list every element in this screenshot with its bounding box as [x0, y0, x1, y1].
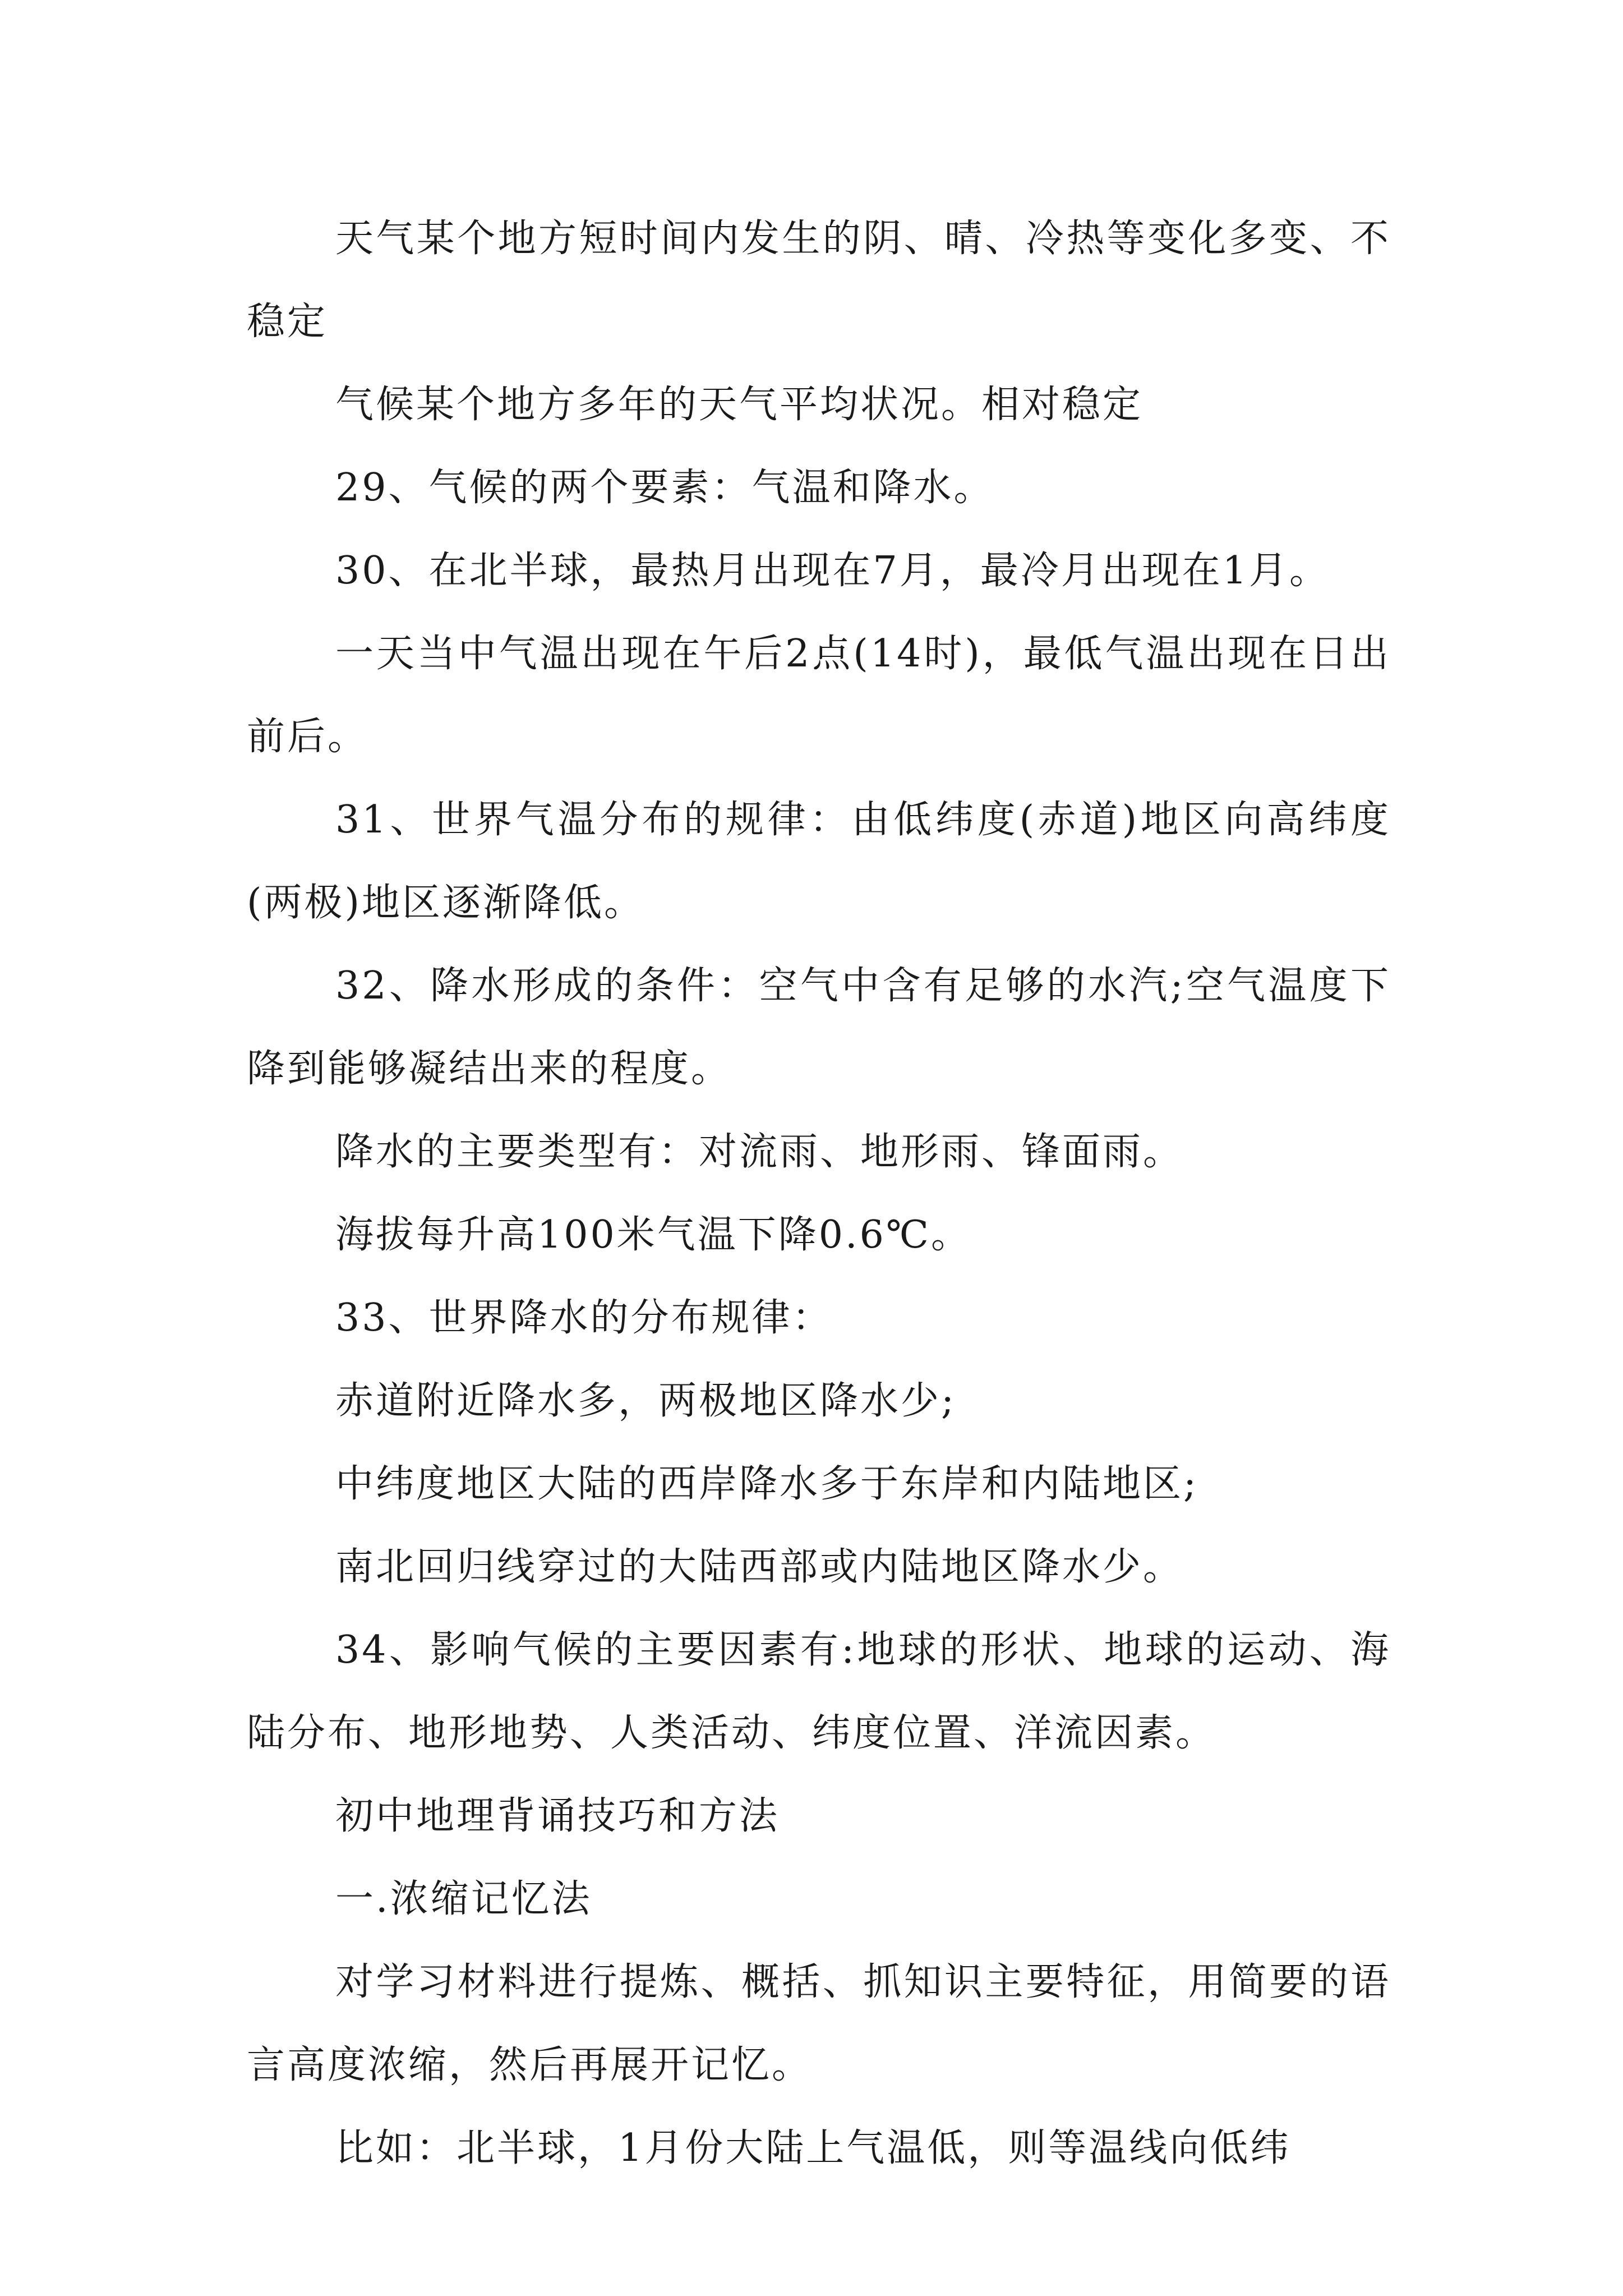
- paragraph-method-description: 对学习材料进行提炼、概括、抓知识主要特征，用简要的语言高度浓缩，然后再展开记忆。: [247, 1960, 1391, 2087]
- paragraph-daily-temperature: 一天当中气温出现在午后2点(14时)，最低气温出现在日出前后。: [247, 632, 1391, 759]
- paragraph-29: 29、气候的两个要素：气温和降水。: [335, 466, 994, 510]
- paragraph-31: 31、世界气温分布的规律：由低纬度(赤道)地区向高纬度(两极)地区逐渐降低。: [247, 798, 1391, 925]
- paragraph-33: 33、世界降水的分布规律：: [335, 1296, 833, 1340]
- paragraph-precipitation-types: 降水的主要类型有：对流雨、地形雨、锋面雨。: [335, 1130, 1184, 1174]
- paragraph-weather-definition: 天气某个地方短时间内发生的阴、晴、冷热等变化多变、不稳定: [247, 217, 1391, 344]
- paragraph-example: 比如：北半球，1月份大陆上气温低，则等温线向低纬: [335, 2126, 1291, 2170]
- section-heading: 初中地理背诵技巧和方法: [335, 1794, 780, 1838]
- paragraph-altitude-temperature: 海拔每升高100米气温下降0.6℃。: [335, 1213, 972, 1257]
- paragraph-midlatitude-precipitation: 中纬度地区大陆的西岸降水多于东岸和内陆地区;: [335, 1462, 1198, 1506]
- paragraph-32: 32、降水形成的条件：空气中含有足够的水汽;空气温度下降到能够凝结出来的程度。: [247, 964, 1391, 1091]
- paragraph-tropics-precipitation: 南北回归线穿过的大陆西部或内陆地区降水少。: [335, 1545, 1184, 1589]
- paragraph-climate-definition: 气候某个地方多年的天气平均状况。相对稳定: [335, 383, 1144, 427]
- paragraph-equator-precipitation: 赤道附近降水多，两极地区降水少;: [335, 1379, 956, 1423]
- paragraph-34: 34、影响气候的主要因素有:地球的形状、地球的运动、海陆分布、地形地势、人类活动、纬度位置、洋流因素。: [247, 1628, 1391, 1755]
- document-body: [247, 197, 1391, 2190]
- paragraph-30: 30、在北半球，最热月出现在7月，最冷月出现在1月。: [335, 549, 1330, 593]
- method-heading: 一.浓缩记忆法: [335, 1877, 592, 1921]
